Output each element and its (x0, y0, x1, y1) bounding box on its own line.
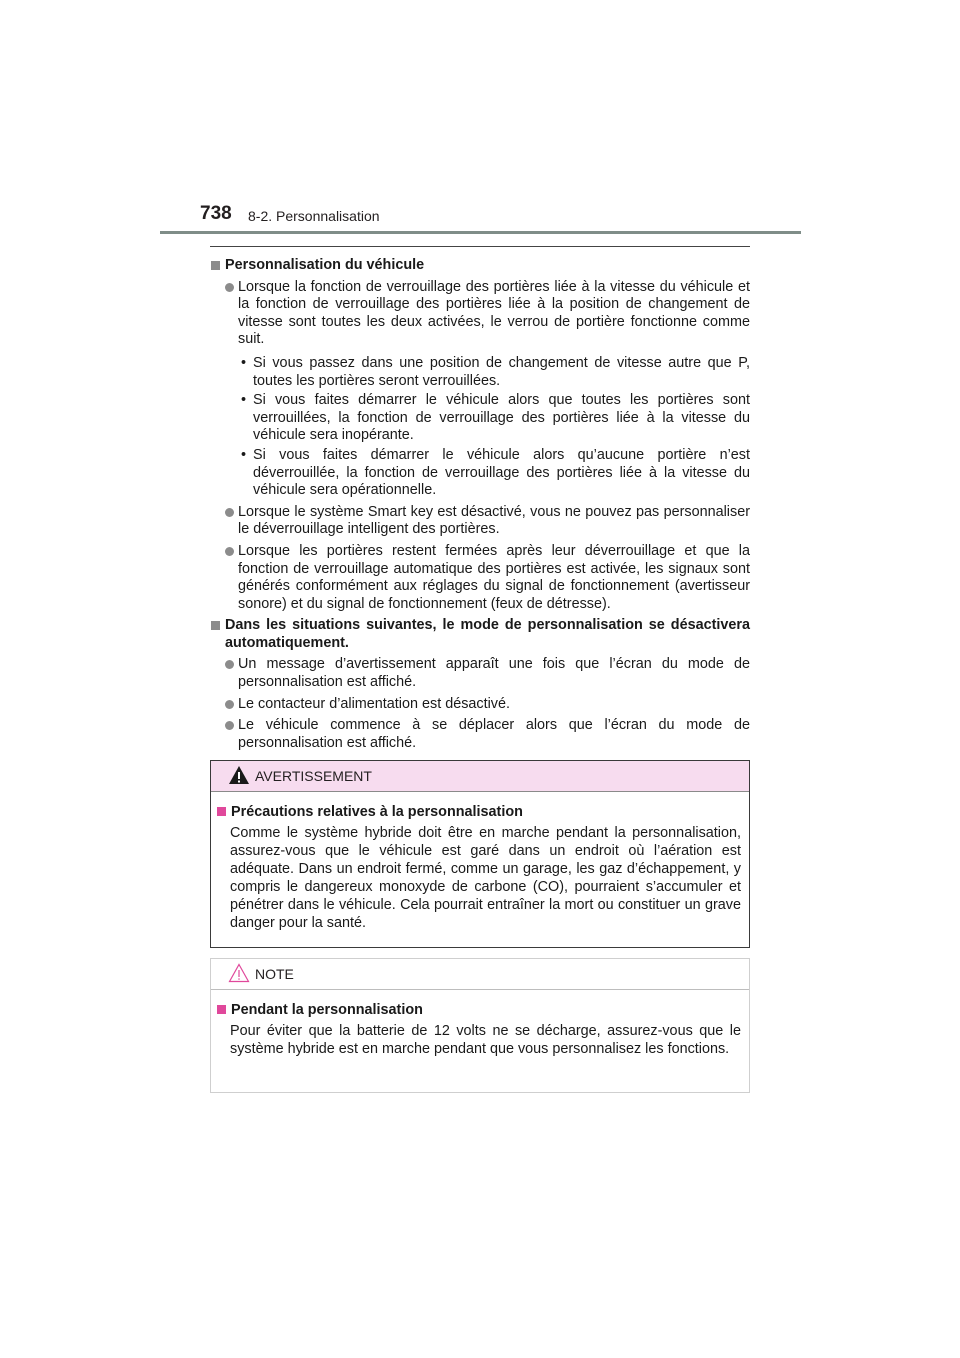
sub-list-item: • Si vous faites démarrer le véhicule alors qu’aucune portière n’est déverrouillée, la fonction de verrouillage des portières liée à la vitesse du véhicule sera opérationnelle. (241, 446, 750, 499)
section-title: 8-2. Personnalisation (248, 208, 380, 224)
list-item: Lorsque le système Smart key est désactivé, vous ne pouvez pas personnaliser le déverrouillage intelligent des portières. (210, 504, 750, 539)
round-bullet-icon (225, 721, 234, 730)
header-rule (160, 231, 801, 234)
section-heading-auto-disable: Dans les situations suivantes, le mode de personnalisation se désactivera automatiquement. (210, 617, 750, 652)
page-number: 738 (200, 203, 232, 224)
warning-label: AVERTISSEMENT (255, 768, 372, 784)
warning-text: Comme le système hybride doit être en marche pendant la personnalisation, assurez-vous que le véhicule est garé dans un endroit où l’aération est adéquate. Dans un endroit fermé, comme un garage, les gaz d’échappement, y compris le dangereux monoxyde de carbone (CO), pourraient s’accumuler et pénétrer dans le véhicule. Cela pourrait entraîner la mort ou constituer un grave danger pour la santé. (230, 825, 741, 931)
main-content (210, 254, 750, 752)
round-bullet-icon (225, 660, 234, 669)
list-item: Lorsque les portières restent fermées après leur déverrouillage et que la fonction de verrouillage automatique des portières est activée, les signaux sont générés conformément aux réglages du signal de fonctionnement (avertisseur sonore) et du signal de fonctionnement (feux de détresse). (210, 543, 750, 613)
dot-marker-icon: • (241, 446, 247, 463)
sub-list-item: • Si vous faites démarrer le véhicule alors que toutes les portières sont verrouillées, la fonction de verrouillage des portières liée à la vitesse du véhicule sera inopérante. (241, 392, 750, 444)
square-bullet-icon (211, 621, 220, 630)
note-box (210, 958, 750, 1093)
warning-title: Précautions relatives à la personnalisation (216, 803, 741, 821)
dot-marker-icon: • (241, 392, 247, 409)
square-bullet-icon (217, 1005, 226, 1014)
warning-triangle-icon (228, 765, 250, 785)
note-text: Pour éviter que la batterie de 12 volts ne se décharge, assurez-vous que le système hybride est en marche pendant que vous personnalisez les fonctions. (230, 1023, 741, 1057)
round-bullet-icon (225, 508, 234, 517)
round-bullet-icon (225, 283, 234, 292)
list-item: Le contacteur d’alimentation est désactivé. (210, 696, 750, 714)
note-title: Pendant la personnalisation (216, 1001, 741, 1019)
sub-list-item: • Si vous passez dans une position de changement de vitesse autre que P, toutes les portières seront verrouillées. (241, 354, 750, 389)
note-label: NOTE (255, 966, 294, 982)
square-bullet-icon (211, 261, 220, 270)
square-bullet-icon (217, 807, 226, 816)
content-rule (210, 246, 750, 247)
dot-marker-icon: • (241, 354, 247, 371)
warning-header (211, 761, 749, 792)
section-heading-vehicle-personalization: Personnalisation du véhicule (210, 257, 750, 275)
list-item: Un message d’avertissement apparaît une fois que l’écran du mode de personnalisation est affiché. (210, 656, 750, 691)
caution-triangle-outline-icon (228, 963, 250, 983)
list-item: Lorsque la fonction de verrouillage des portières liée à la vitesse du véhicule et la fonction de verrouillage des portières liée à la position de changement de vitesse sont toutes les deux activées, le verrou de portière fonctionne comme suit. (210, 279, 750, 349)
note-header (211, 959, 749, 990)
list-item: Le véhicule commence à se déplacer alors que l’écran du mode de personnalisation est affiché. (210, 717, 750, 752)
round-bullet-icon (225, 700, 234, 709)
round-bullet-icon (225, 547, 234, 556)
warning-box (210, 760, 750, 948)
